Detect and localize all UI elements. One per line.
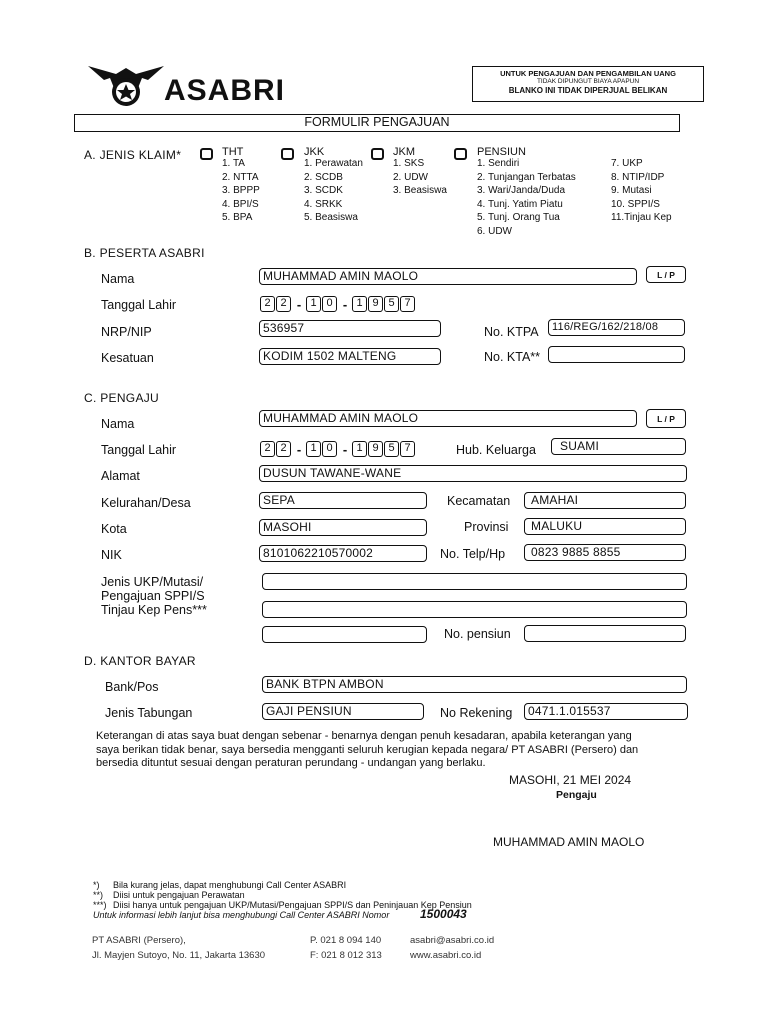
tht-item: 4. BPI/S	[222, 198, 259, 210]
b-nama-input[interactable]: MUHAMMAD AMIN MAOLO	[259, 268, 637, 285]
c-month-digit[interactable]: 0	[322, 441, 337, 457]
b-kta-label: No. KTA**	[484, 350, 541, 364]
b-tgl-label: Tanggal Lahir	[101, 298, 177, 312]
d-bank-label: Bank/Pos	[105, 680, 159, 694]
c-year-digit[interactable]: 9	[368, 441, 383, 457]
jkm-label: JKM	[393, 146, 415, 158]
c-alamat-label: Alamat	[101, 469, 140, 483]
pensiun-item: 6. UDW	[477, 225, 512, 237]
c-month-digit[interactable]: 1	[306, 441, 321, 457]
section-b-title: B. PESERTA ASABRI	[84, 246, 205, 260]
sign-place-date: MASOHI, 21 MEI 2024	[509, 773, 632, 787]
jkk-item: 3. SCDK	[304, 185, 343, 197]
d-rek-label: No Rekening	[440, 706, 513, 720]
tht-item: 2. NTTA	[222, 171, 259, 183]
jkk-label: JKK	[304, 146, 325, 158]
tht-list	[222, 157, 260, 225]
c-year-digit[interactable]: 1	[352, 441, 367, 457]
c-pensiun-label: No. pensiun	[444, 627, 511, 641]
b-kta-input[interactable]	[548, 346, 685, 363]
tht-checkbox[interactable]	[200, 148, 213, 160]
pensiun-item: 10. SPPI/S	[611, 198, 660, 210]
b-nrp-label: NRP/NIP	[101, 325, 152, 339]
statement	[96, 730, 706, 771]
section-a-title: A. JENIS KLAIM*	[84, 148, 182, 162]
sign-role: Pengaju	[556, 789, 597, 801]
footer-email: asabri@asabri.co.id	[410, 935, 495, 946]
footer-phone: P. 021 8 094 140	[310, 935, 382, 946]
footer-company: PT ASABRI (Persero),	[92, 935, 186, 946]
c-kec-label: Kecamatan	[447, 494, 511, 508]
c-ukp-input-3[interactable]	[262, 626, 427, 643]
c-nik-input[interactable]: 8101062210570002	[259, 545, 427, 562]
c-day-digit[interactable]: 2	[276, 441, 291, 457]
notice-line-3: BLANKO INI TIDAK DIPERJUAL BELIKAN	[508, 86, 668, 95]
form-title-bar	[74, 114, 680, 132]
pensiun-item: 8. NTIP/IDP	[611, 171, 665, 183]
d-tab-input[interactable]: GAJI PENSIUN	[262, 703, 424, 720]
b-kesatuan-label: Kesatuan	[101, 351, 154, 365]
jkk-checkbox[interactable]	[281, 148, 294, 160]
c-pensiun-input[interactable]	[524, 625, 686, 642]
pensiun-item: 5. Tunj. Orang Tua	[477, 212, 560, 224]
c-ukp-label-2: Pengajuan SPPI/S	[101, 589, 205, 603]
footnote-2: Diisi untuk pengajuan Perawatan	[113, 890, 245, 900]
pensiun-list-2	[611, 157, 672, 225]
c-nik-label: NIK	[101, 548, 122, 562]
c-telp-input[interactable]: 0823 9885 8855	[524, 544, 686, 561]
notice-box	[472, 66, 704, 102]
pensiun-item: 9. Mutasi	[611, 185, 652, 197]
c-gender-select[interactable]: L / P	[646, 409, 686, 428]
footnote-1: Bila kurang jelas, dapat menghubungi Call Center ASABRI	[113, 880, 347, 890]
jkm-item: 1. SKS	[393, 158, 425, 169]
c-alamat-input[interactable]: DUSUN TAWANE-WANE	[259, 465, 687, 482]
c-year-digit[interactable]: 7	[400, 441, 415, 457]
b-day-digit[interactable]: 2	[276, 296, 291, 312]
tht-item: 3. BPPP	[222, 185, 260, 197]
pensiun-item: 7. UKP	[611, 158, 643, 169]
jkk-item: 5. Beasiswa	[304, 212, 358, 224]
c-prov-label: Provinsi	[464, 520, 509, 534]
b-year-digit[interactable]: 7	[400, 296, 415, 312]
pensiun-item: 11.Tinjau Kep	[611, 212, 672, 224]
b-year-digit[interactable]: 9	[368, 296, 383, 312]
pensiun-list	[477, 157, 576, 239]
c-hub-input[interactable]: SUAMI	[551, 438, 686, 455]
c-kec-input[interactable]: AMAHAI	[524, 492, 686, 509]
b-ktpa-input[interactable]: 116/REG/162/218/08	[548, 319, 685, 336]
jkk-list	[304, 157, 363, 225]
c-kel-input[interactable]: SEPA	[259, 492, 427, 509]
jkm-item: 2. UDW	[393, 171, 428, 183]
c-nama-label: Nama	[101, 417, 135, 431]
b-month-digit[interactable]: 0	[322, 296, 337, 312]
c-kota-input[interactable]: MASOHI	[259, 519, 427, 536]
d-bank-input[interactable]: BANK BTPN AMBON	[262, 676, 687, 693]
c-year-digit[interactable]: 5	[384, 441, 399, 457]
c-ukp-label-1: Jenis UKP/Mutasi/	[101, 575, 204, 589]
sign-name: MUHAMMAD AMIN MAOLO	[493, 835, 645, 849]
c-ukp-input-1[interactable]	[262, 573, 687, 590]
footnote-info: Untuk informasi lebih lanjut bisa menghubungi Call Center ASABRI Nomor	[93, 910, 390, 920]
brand-name: ASABRI	[164, 74, 286, 107]
section-c-title: C. PENGAJU	[84, 391, 160, 405]
b-day-digit[interactable]: 2	[260, 296, 275, 312]
c-hub-label: Hub. Keluarga	[456, 443, 536, 457]
b-ktpa-label: No. KTPA	[484, 325, 539, 339]
pensiun-checkbox[interactable]	[454, 148, 467, 160]
c-nama-input[interactable]: MUHAMMAD AMIN MAOLO	[259, 410, 637, 427]
pensiun-label: PENSIUN	[477, 146, 526, 158]
notice-line-1: UNTUK PENGAJUAN DAN PENGAMBILAN UANG	[500, 69, 676, 78]
b-year-digit[interactable]: 1	[352, 296, 367, 312]
footer-web: www.asabri.co.id	[410, 950, 482, 961]
c-prov-input[interactable]: MALUKU	[524, 518, 686, 535]
statement-line: bersedia dituntut sesuai dengan peraturan perundang - undangan yang berlaku.	[96, 757, 486, 769]
c-birthdate[interactable]: 2 2 - 1 0 - 1 9 5 7	[260, 441, 416, 457]
jkk-item: 4. SRKK	[304, 198, 343, 210]
statement-line: Keterangan di atas saya buat dengan sebenar - benarnya dengan penuh kesadaran, apabila keterangan yang	[96, 730, 632, 742]
asabri-logo	[86, 58, 166, 114]
statement-line: saya berikan tidak benar, saya bersedia mengganti seluruh kerugian kepada negara/ PT ASABRI (Persero) dan	[96, 743, 639, 756]
section-d-title: D. KANTOR BAYAR	[84, 654, 196, 668]
footnote-2-mark: **)	[93, 890, 104, 900]
c-ukp-label-3: Tinjau Kep Pens***	[101, 603, 207, 617]
d-tab-label: Jenis Tabungan	[105, 706, 193, 720]
b-nama-label: Nama	[101, 272, 135, 286]
b-month-digit[interactable]: 1	[306, 296, 321, 312]
form-title: FORMULIR PENGAJUAN	[304, 115, 450, 129]
jkm-checkbox[interactable]	[371, 148, 384, 160]
c-tgl-label: Tanggal Lahir	[101, 443, 177, 457]
c-kota-label: Kota	[101, 522, 127, 536]
pensiun-item: 1. Sendiri	[477, 158, 520, 169]
b-nrp-input[interactable]: 536957	[259, 320, 441, 337]
tht-item: 5. BPA	[222, 212, 253, 224]
pensiun-item: 3. Wari/Janda/Duda	[477, 185, 566, 197]
b-year-digit[interactable]: 5	[384, 296, 399, 312]
footnote-3-mark: ***)	[93, 900, 107, 910]
c-day-digit[interactable]: 2	[260, 441, 275, 457]
tht-label: THT	[222, 146, 244, 158]
tht-item: 1. TA	[222, 158, 245, 169]
c-telp-label: No. Telp/Hp	[440, 547, 506, 561]
callcenter-number: 1500043	[420, 907, 467, 921]
jkk-item: 2. SCDB	[304, 171, 343, 183]
d-rek-input[interactable]: 0471.1.015537	[524, 703, 688, 720]
footer-address: Jl. Mayjen Sutoyo, No. 11, Jakarta 13630	[92, 950, 266, 961]
jkk-item: 1. Perawatan	[304, 158, 363, 169]
footnote-3: Diisi hanya untuk pengajuan UKP/Mutasi/Pengajuan SPPI/S dan Peninjauan Kep Pensiun	[113, 900, 472, 910]
pensiun-item: 2. Tunjangan Terbatas	[477, 171, 576, 183]
c-kel-label: Kelurahan/Desa	[101, 496, 191, 510]
footnote-1-mark: *)	[93, 880, 100, 890]
b-kesatuan-input[interactable]: KODIM 1502 MALTENG	[259, 348, 441, 365]
c-ukp-input-2[interactable]	[262, 601, 687, 618]
b-gender-select[interactable]: L / P	[646, 266, 686, 283]
pensiun-item: 4. Tunj. Yatim Piatu	[477, 198, 563, 210]
b-birthdate[interactable]: 2 2 - 1 0 - 1 9 5 7	[260, 296, 416, 312]
notice-line-2: TIDAK DIPUNGUT BIAYA APAPUN	[536, 78, 640, 85]
jkm-list	[393, 157, 447, 198]
jkm-item: 3. Beasiswa	[393, 185, 447, 197]
footer-fax: F: 021 8 012 313	[310, 950, 382, 961]
